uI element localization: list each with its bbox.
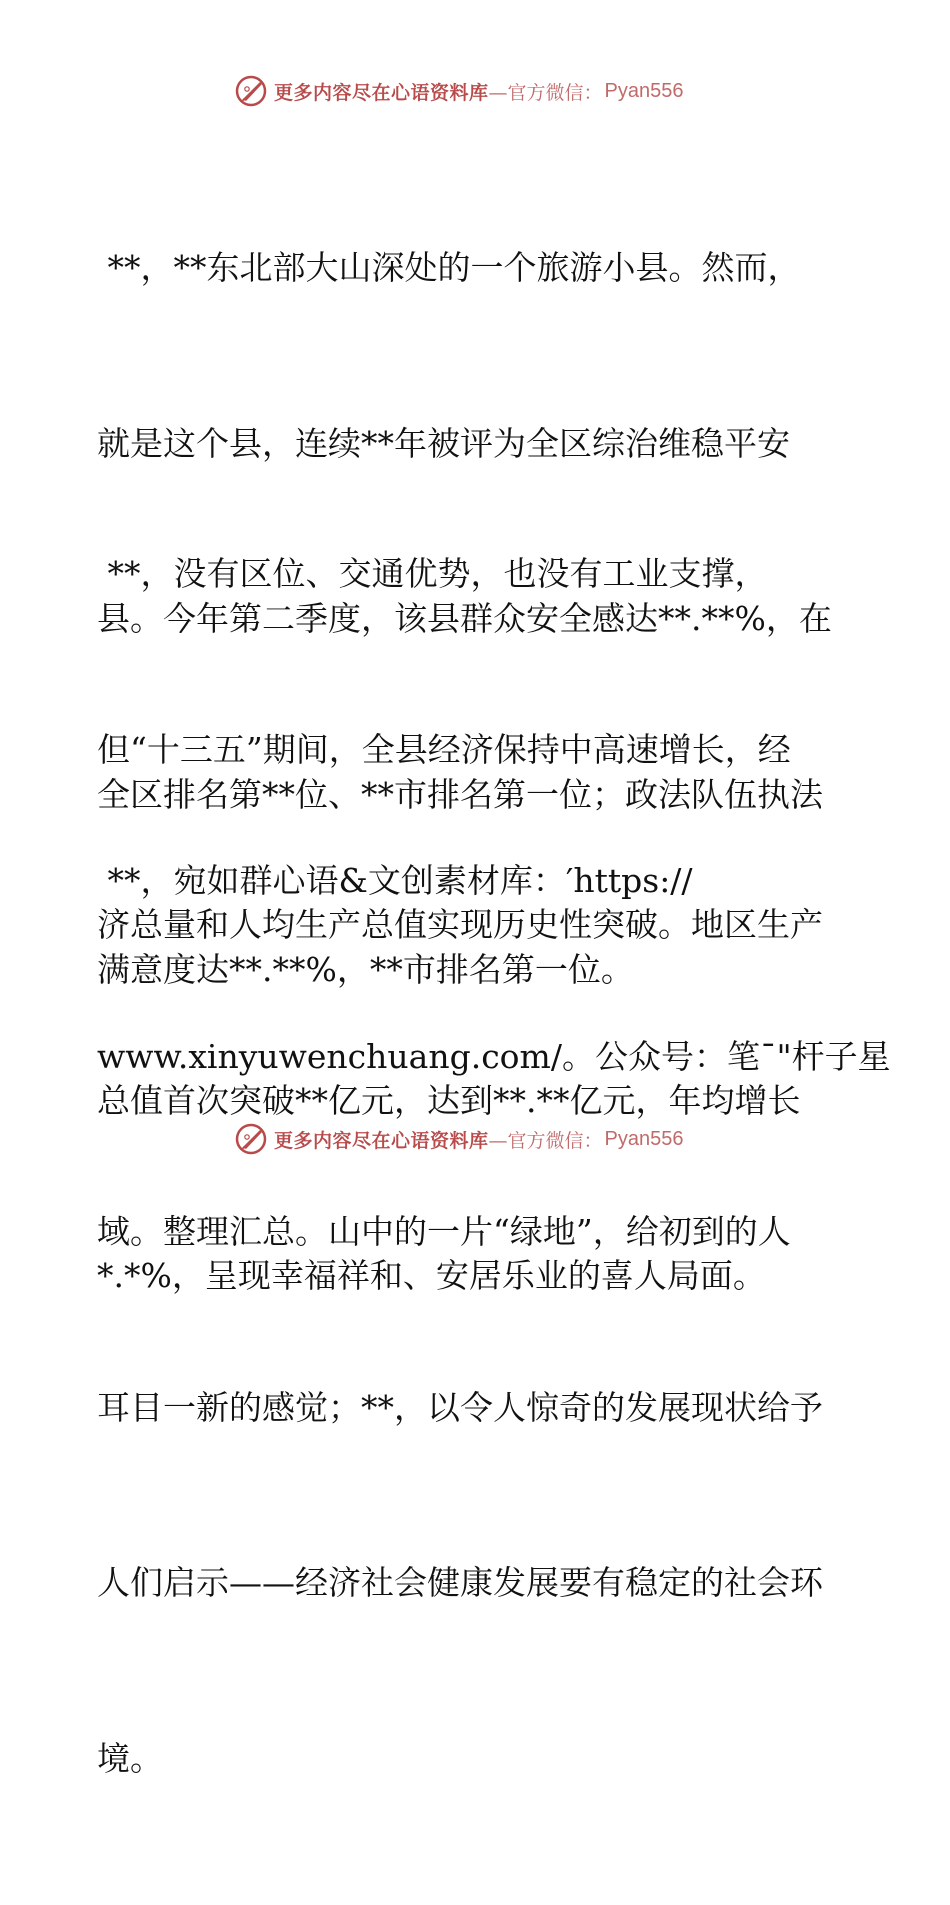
paragraph-3 xyxy=(97,735,891,1905)
header-wechat-handle: Pyan556 xyxy=(604,79,684,102)
paragraph-line: **，没有区位、交通优势，也没有工业支撑， xyxy=(97,554,768,593)
paragraph-line: www.xinyuwenchuang.com/。公众号：笔¯"杆子星 xyxy=(97,1036,891,1076)
footer-wechat-handle: Pyan556 xyxy=(604,1127,684,1150)
paragraph-line: 总值首次突破**亿元，达到**.**亿元，年均增长 xyxy=(97,1080,801,1120)
quill-logo-icon xyxy=(234,74,268,108)
header-brand-text: 更多内容尽在心语资料库 xyxy=(274,81,489,104)
paragraph-line: **，**东北部大山深处的一个旅游小县。然而， xyxy=(97,248,801,287)
paragraph-line: 县。今年第二季度，该县群众安全感达**.**%，在 xyxy=(97,599,832,638)
paragraph-line: 满意度达**.**%，**市排名第一位。 xyxy=(97,950,634,989)
footer-watermark-banner xyxy=(234,1121,714,1157)
paragraph-line: **，宛如群心语&文创素材库：′https:// xyxy=(97,861,693,900)
paragraph-line: 境。 xyxy=(97,1738,163,1778)
header-wechat-label: —官方微信： xyxy=(488,81,603,104)
paragraph-line: 域。整理汇总。山中的一片“绿地”，给初到的人 xyxy=(97,1212,791,1251)
paragraph-line: 耳目一新的感觉；**，以令人惊奇的发展现状给予 xyxy=(97,1387,823,1427)
paragraph-line: 人们启示——经济社会健康发展要有稳定的社会环 xyxy=(97,1563,823,1602)
footer-brand-text: 更多内容尽在心语资料库 xyxy=(274,1129,489,1152)
paragraph-line: 但“十三五”期间，全县经济保持中高速增长，经 xyxy=(97,729,791,769)
footer-wechat-label: —官方微信： xyxy=(488,1129,603,1152)
quill-logo-icon xyxy=(234,1122,268,1156)
header-watermark-banner xyxy=(234,73,714,109)
paragraph-line: 就是这个县，连续**年被评为全区综治维稳平安 xyxy=(97,423,790,463)
paragraph-line: 全区排名第**位、**市排名第一位；政法队伍执法 xyxy=(97,774,823,814)
paragraph-line: *.*%，呈现幸福祥和、安居乐业的喜人局面。 xyxy=(97,1256,766,1295)
paragraph-line: 济总量和人均生产总值实现历史性突破。地区生产 xyxy=(97,905,823,944)
